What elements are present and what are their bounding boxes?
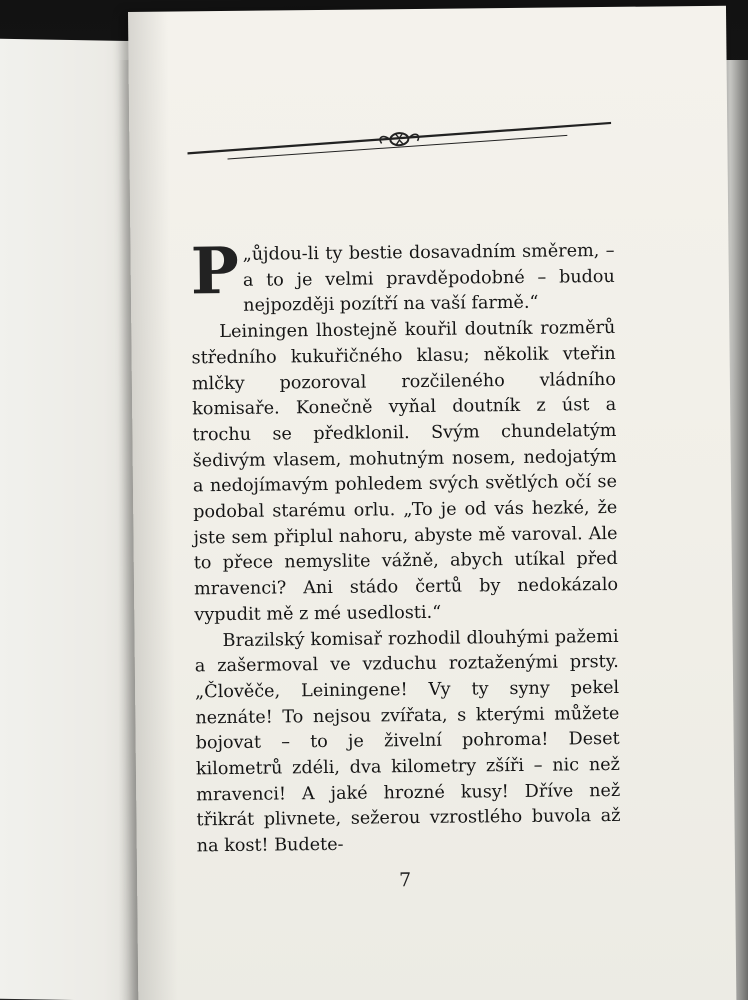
paragraph-3: Brazilský komisař rozhodil dlouhými pažemi a zašermoval ve vzduchu roztaženými prsty. „Člověče, Leiningene! Vy ty syny pekel neznáte! To nejsou zvířata, s kterými můžete bojovat – to je živelní pohroma! Deset kilometrů zdéli, dva kilometry zšíři – nic než mravenci! A jaké hrozné kusy! Dříve než třikrát plivnete, sežerou vzrostlého buvola až na kost! Budete- — [194, 626, 621, 857]
drop-cap: P — [190, 233, 240, 310]
page-number: 7 — [398, 869, 412, 892]
text-block — [190, 233, 621, 860]
ornament-divider-icon — [187, 119, 611, 163]
paragraph-2: Leiningen lhostejně kouřil doutník rozměrů středního kukuřičného klasu; několik vteřin mlčky pozoroval rozčileného vládního komisaře. Konečně vyňal doutník z úst a trochu se předklonil. Svým chundelatým šedivým vlasem, mohutným nosem, nedojatým a nedojímavým pohledem svých světlých očí se podobal starému orlu. „To je od vás hezké, že jste sem připlul nahoru, abyste mě varoval. Ale to přece nemyslite vážně, abych utíkal před mravenci? Ani stádo čertů by nedokázalo vypudit mě z mé usedlosti.“ — [191, 318, 619, 626]
book-page — [128, 6, 737, 1000]
paragraph-1: P „ůjdou-li ty bestie dosavadním směrem, – a to je velmi pravděpodobné – budou nejpozději pozítří na vaší farmě.“ — [190, 233, 615, 317]
